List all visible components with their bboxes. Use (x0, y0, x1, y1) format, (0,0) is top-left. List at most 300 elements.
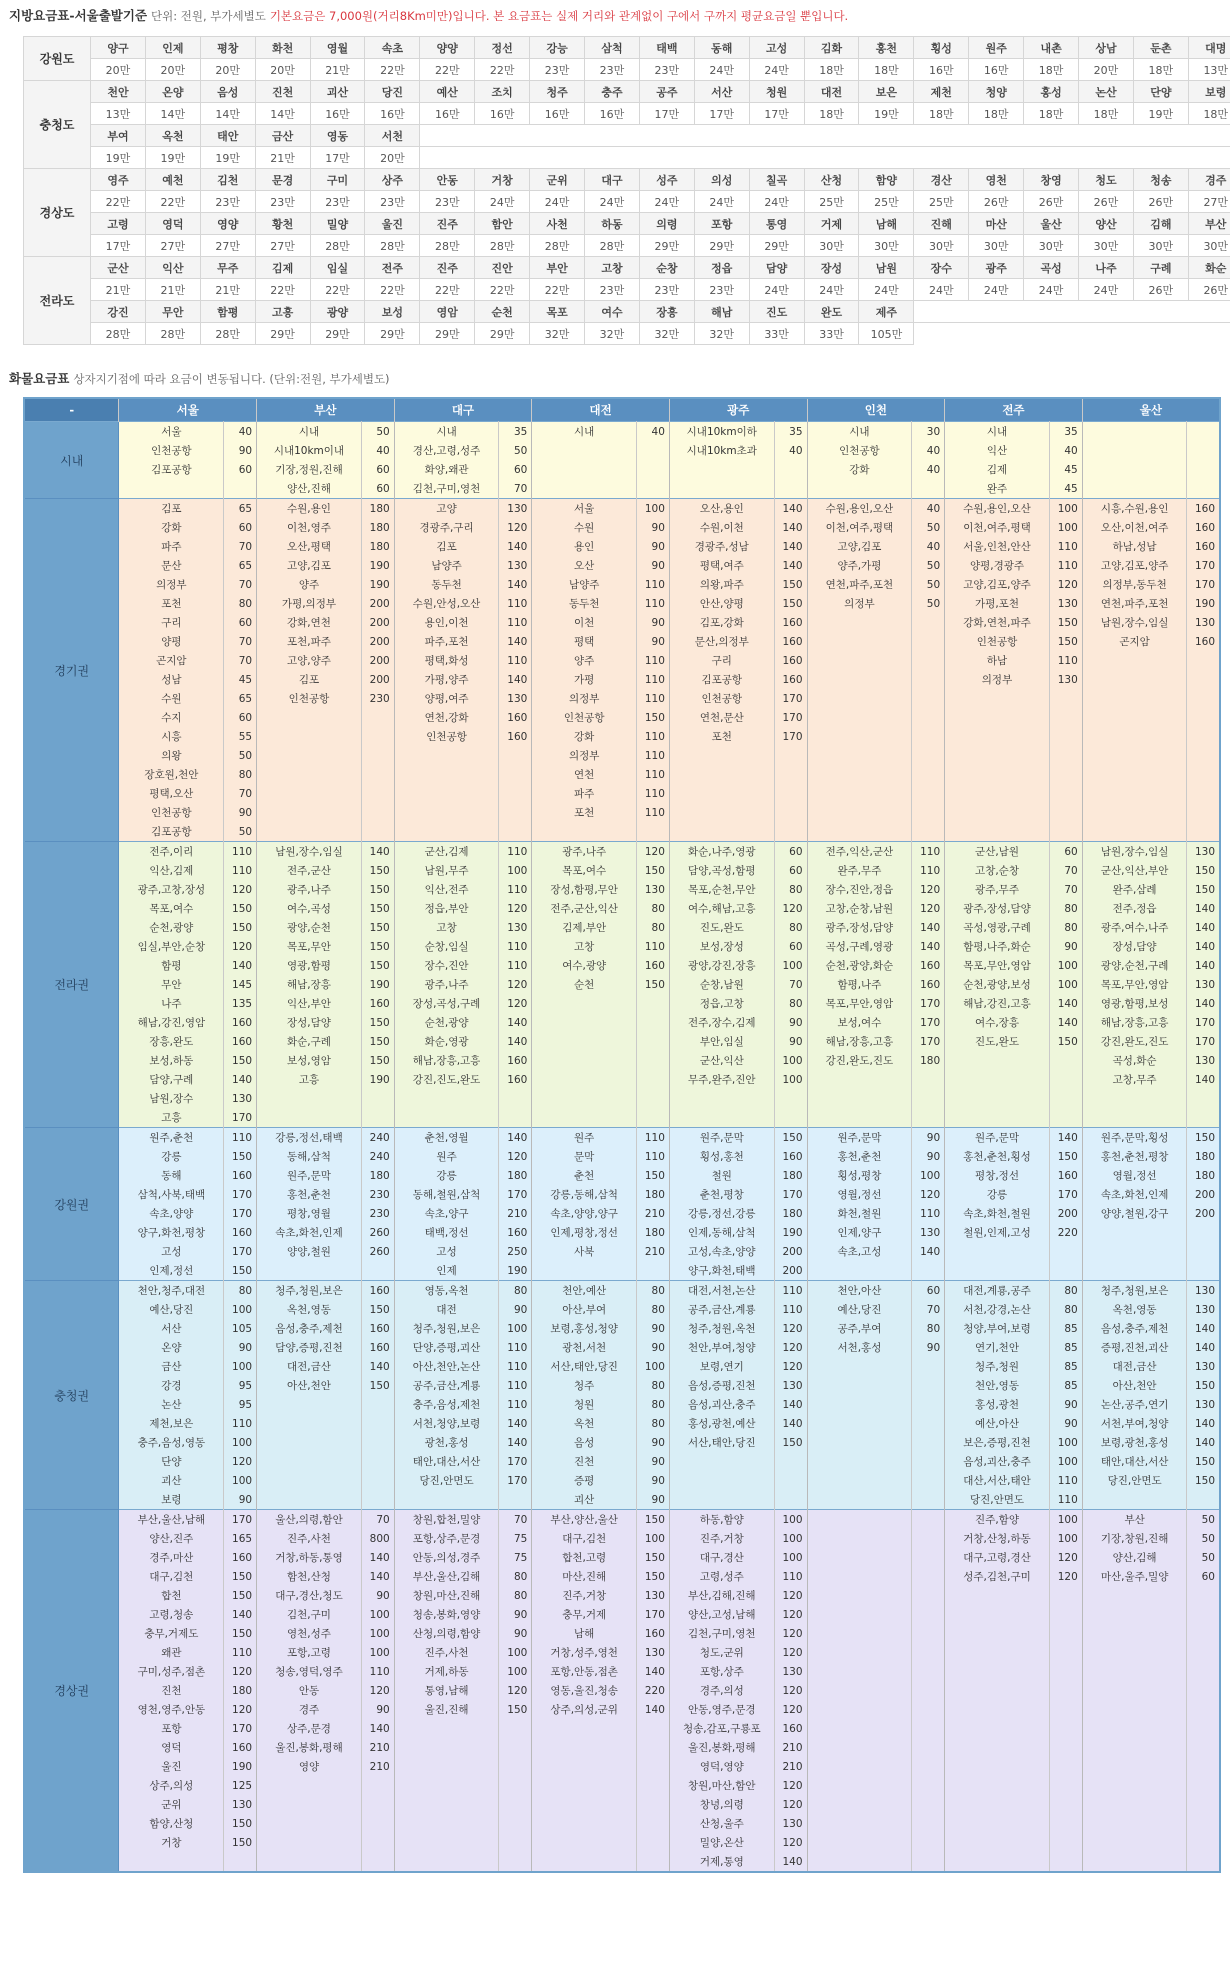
destination-name: 수원 (532, 518, 637, 537)
destination-fare: 32만 (694, 323, 749, 345)
empty-cell (1049, 803, 1082, 822)
freight-fare: 70 (912, 1300, 945, 1319)
destination-name: 칠곡 (749, 169, 804, 191)
freight-fare: 70 (499, 479, 532, 499)
freight-fare: 110 (499, 594, 532, 613)
freight-fare: 130 (1049, 670, 1082, 689)
freight-fare: 120 (912, 899, 945, 918)
destination-name: 고창 (394, 918, 499, 937)
freight-row (24, 1166, 1220, 1185)
destination-name: 거창,산청,하동 (945, 1529, 1050, 1548)
freight-row (24, 1662, 1220, 1681)
freight-fare: 170 (224, 1510, 257, 1530)
freight-fare: 170 (912, 1013, 945, 1032)
empty-cell (807, 1108, 912, 1128)
empty-cell (1082, 441, 1187, 460)
destination-name: 목포,무안 (257, 937, 362, 956)
freight-fare: 110 (499, 1357, 532, 1376)
destination-name: 청도 (1079, 169, 1134, 191)
freight-fare: 130 (1187, 1357, 1220, 1376)
destination-fare: 29만 (365, 323, 420, 345)
empty-cell (912, 1586, 945, 1605)
empty-cell (1187, 422, 1220, 442)
destination-name: 함평,나주,화순 (945, 937, 1050, 956)
destination-name: 강화,연천,파주 (945, 613, 1050, 632)
destination-name: 시내 (532, 422, 637, 442)
destination-name: 포천 (532, 803, 637, 822)
freight-fare: 120 (499, 1681, 532, 1700)
freight-fare: 110 (637, 727, 670, 746)
empty-cell (1187, 784, 1220, 803)
destination-name: 보성 (365, 301, 420, 323)
destination-name: 보령,광천,홍성 (1082, 1433, 1187, 1452)
freight-fare: 130 (774, 1376, 807, 1395)
destination-name: 순창,남원 (669, 975, 774, 994)
freight-row (24, 1643, 1220, 1662)
empty-cell (532, 1738, 637, 1757)
destination-name: 군산,김제 (394, 842, 499, 862)
freight-fare: 110 (637, 765, 670, 784)
destination-fare: 18만 (1133, 59, 1188, 81)
empty-cell (532, 1719, 637, 1738)
freight-fare: 150 (224, 918, 257, 937)
empty-cell (532, 1852, 637, 1872)
empty-cell (912, 1395, 945, 1414)
destination-name: 시내10km이내 (257, 441, 362, 460)
destination-name: 보령,홍성,청양 (532, 1319, 637, 1338)
freight-fare: 190 (361, 575, 394, 594)
zone-label: 경상권 (24, 1510, 119, 1873)
empty-cell (224, 479, 257, 499)
destination-name: 대구,경산,청도 (257, 1586, 362, 1605)
zone-label: 강원권 (24, 1128, 119, 1281)
destination-name: 고흥 (119, 1108, 224, 1128)
freight-fare: 80 (774, 918, 807, 937)
freight-fare: 50 (224, 822, 257, 842)
empty-cell (945, 1089, 1050, 1108)
freight-fare: 65 (224, 499, 257, 519)
freight-fare: 90 (637, 518, 670, 537)
freight-fare: 230 (361, 1204, 394, 1223)
freight-fare: 110 (637, 689, 670, 708)
empty-cell (774, 1490, 807, 1510)
freight-fare: 120 (774, 1624, 807, 1643)
destination-name: 청주 (530, 81, 585, 103)
destination-name: 파주,포천 (394, 632, 499, 651)
freight-fare: 80 (637, 1281, 670, 1301)
destination-name: 시내 (807, 422, 912, 442)
destination-name: 김천,구미,영천 (394, 479, 499, 499)
destination-name: 완주 (945, 479, 1050, 499)
freight-fare: 90 (637, 537, 670, 556)
destination-fare: 27만 (255, 235, 310, 257)
destination-name: 대전,서천,논산 (669, 1281, 774, 1301)
empty-cell (1049, 1852, 1082, 1872)
destination-name: 완주,삼례 (1082, 880, 1187, 899)
destination-name: 괴산 (310, 81, 365, 103)
empty-cell (1082, 1852, 1187, 1872)
freight-fare: 120 (774, 1795, 807, 1814)
region-label: 경상도 (24, 169, 91, 257)
freight-row (24, 1776, 1220, 1795)
empty-cell (807, 613, 912, 632)
destination-name: 합천 (119, 1586, 224, 1605)
empty-cell (807, 689, 912, 708)
empty-cell (532, 1089, 637, 1108)
freight-row (24, 1567, 1220, 1586)
destination-fare: 26만 (1133, 279, 1188, 301)
empty-cell (1049, 1051, 1082, 1070)
freight-fare: 110 (637, 1128, 670, 1148)
destination-name: 단양 (1133, 81, 1188, 103)
freight-fare: 160 (499, 1051, 532, 1070)
freight-fare: 150 (637, 1567, 670, 1586)
freight-row (24, 937, 1220, 956)
destination-fare: 23만 (200, 191, 255, 213)
freight-fare: 150 (224, 1814, 257, 1833)
destination-name: 가평,포천 (945, 594, 1050, 613)
freight-fare: 150 (637, 708, 670, 727)
destination-name: 남원,장수,임실 (257, 842, 362, 862)
empty-cell (1082, 784, 1187, 803)
destination-name: 연천,문산 (669, 708, 774, 727)
destination-name: 청양 (969, 81, 1024, 103)
destination-name: 목포,여수 (532, 861, 637, 880)
destination-name: 안동 (257, 1681, 362, 1700)
destination-fare: 27만 (200, 235, 255, 257)
destination-fare: 18만 (969, 103, 1024, 125)
destination-name: 서울,인천,안산 (945, 537, 1050, 556)
freight-fare: 90 (637, 1471, 670, 1490)
empty-cell (532, 1013, 637, 1032)
empty-cell (807, 708, 912, 727)
freight-fare: 150 (361, 861, 394, 880)
empty-cell (945, 1605, 1050, 1624)
destination-fare: 24만 (1079, 279, 1134, 301)
destination-name: 강릉 (119, 1147, 224, 1166)
freight-fare: 170 (224, 1108, 257, 1128)
empty-cell (532, 1833, 637, 1852)
empty-cell (1049, 708, 1082, 727)
destination-name: 양산,진해 (257, 479, 362, 499)
destination-name: 문산,의정부 (669, 632, 774, 651)
empty-cell (532, 1757, 637, 1776)
empty-cell (912, 1108, 945, 1128)
freight-fare: 40 (637, 422, 670, 442)
freight-row (24, 880, 1220, 899)
empty-cell (1187, 651, 1220, 670)
destination-fare: 18만 (1079, 103, 1134, 125)
destination-fare: 14만 (145, 103, 200, 125)
destination-name: 고흥 (255, 301, 310, 323)
freight-fare: 140 (912, 918, 945, 937)
destination-name: 익산,전주 (394, 880, 499, 899)
freight-fare: 140 (224, 1070, 257, 1089)
empty-cell (394, 1833, 499, 1852)
destination-name: 홍천 (859, 37, 914, 59)
destination-fare: 20만 (365, 147, 420, 169)
empty-cell (637, 1833, 670, 1852)
empty-cell (119, 1852, 224, 1872)
destination-name: 충무,거제 (532, 1605, 637, 1624)
empty-cell (807, 1414, 912, 1433)
empty-cell (912, 784, 945, 803)
freight-fare: 120 (361, 1681, 394, 1700)
empty-cell (669, 1471, 774, 1490)
destination-name: 사천 (530, 213, 585, 235)
empty-cell (1187, 1643, 1220, 1662)
destination-name: 속초,화천,인제 (257, 1223, 362, 1242)
freight-fare: 170 (774, 1185, 807, 1204)
freight-fare: 80 (637, 918, 670, 937)
freight-fare: 170 (1187, 1032, 1220, 1051)
freight-fare: 150 (637, 1510, 670, 1530)
empty-cell (912, 1433, 945, 1452)
freight-fare: 120 (1049, 575, 1082, 594)
freight-fare: 45 (224, 670, 257, 689)
destination-name: 음성,충주,제천 (257, 1319, 362, 1338)
destination-name: 하동 (585, 213, 640, 235)
empty-cell (669, 479, 774, 499)
freight-fare: 200 (361, 594, 394, 613)
freight-fare: 140 (1187, 1070, 1220, 1089)
freight-fare: 230 (361, 689, 394, 708)
destination-name: 수원,용인 (257, 499, 362, 519)
destination-name: 순창,임실 (394, 937, 499, 956)
empty-cell (945, 1776, 1050, 1795)
destination-name: 태백 (639, 37, 694, 59)
destination-fare: 24만 (639, 191, 694, 213)
empty-cell (1049, 1643, 1082, 1662)
freight-fare: 190 (361, 975, 394, 994)
empty-cell (1049, 1681, 1082, 1700)
corner-header: - (24, 398, 119, 422)
freight-fare: 110 (499, 880, 532, 899)
freight-fare: 150 (637, 1548, 670, 1567)
destination-name: 영동 (310, 125, 365, 147)
destination-name: 화순,영광 (394, 1032, 499, 1051)
empty-cell (1187, 441, 1220, 460)
empty-cell (807, 1567, 912, 1586)
empty-cell (945, 1070, 1050, 1089)
empty-cell (1082, 746, 1187, 765)
empty-cell (1049, 1776, 1082, 1795)
freight-row (24, 499, 1220, 519)
freight-fare: 100 (774, 956, 807, 975)
destination-fare: 23만 (420, 191, 475, 213)
freight-fare: 100 (1049, 1529, 1082, 1548)
freight-fare: 150 (774, 1128, 807, 1148)
freight-fare: 100 (1049, 1452, 1082, 1471)
region-price-row (24, 59, 1230, 81)
freight-row (24, 1204, 1220, 1223)
freight-row (24, 1281, 1220, 1301)
empty-cell (1049, 1070, 1082, 1089)
destination-fare: 23만 (255, 191, 310, 213)
destination-name: 거제,하동 (394, 1662, 499, 1681)
destination-name: 밀양 (310, 213, 365, 235)
freight-fare: 120 (224, 880, 257, 899)
destination-name: 연천,파주,포천 (1082, 594, 1187, 613)
destination-name: 양주 (257, 575, 362, 594)
empty-cell (1082, 1223, 1187, 1242)
destination-name: 무안 (119, 975, 224, 994)
freight-fare: 120 (774, 1605, 807, 1624)
destination-name: 양산,진주 (119, 1529, 224, 1548)
freight-fare: 150 (361, 1013, 394, 1032)
freight-fare: 150 (1049, 632, 1082, 651)
freight-fare: 70 (774, 975, 807, 994)
empty-cell (807, 670, 912, 689)
empty-cell (637, 1719, 670, 1738)
freight-fare: 60 (224, 460, 257, 479)
freight-fare: 140 (912, 937, 945, 956)
destination-name: 논산,공주,연기 (1082, 1395, 1187, 1414)
destination-name: 목포,무안,영암 (807, 994, 912, 1013)
freight-fare: 90 (912, 1147, 945, 1166)
freight-row (24, 1490, 1220, 1510)
freight-fare: 80 (499, 1281, 532, 1301)
destination-name: 안동,의성,경주 (394, 1548, 499, 1567)
freight-fare: 150 (224, 1051, 257, 1070)
freight-fare: 260 (361, 1242, 394, 1261)
destination-name: 구미,성주,점촌 (119, 1662, 224, 1681)
empty-cell (394, 1490, 499, 1510)
empty-cell (669, 1089, 774, 1108)
empty-cell (637, 1261, 670, 1281)
destination-fare: 16만 (969, 59, 1024, 81)
freight-fare: 60 (224, 613, 257, 632)
empty-cell (394, 1795, 499, 1814)
empty-cell (257, 1490, 362, 1510)
destination-name: 구리 (119, 613, 224, 632)
destination-name: 곤지암 (1082, 632, 1187, 651)
empty-cell (499, 1795, 532, 1814)
freight-fare: 180 (361, 537, 394, 556)
destination-name: 마산,울주,밀양 (1082, 1567, 1187, 1586)
destination-name: 정읍,고창 (669, 994, 774, 1013)
destination-name: 양산,김해 (1082, 1548, 1187, 1567)
empty-cell (945, 1108, 1050, 1128)
destination-name: 연천,파주,포천 (807, 575, 912, 594)
destination-name: 인제,정선 (119, 1261, 224, 1281)
destination-name: 부산 (1082, 1510, 1187, 1530)
empty-cell (1187, 1490, 1220, 1510)
destination-name: 청주,청원 (945, 1357, 1050, 1376)
freight-fare: 80 (912, 1319, 945, 1338)
empty-cell (361, 1852, 394, 1872)
empty-cell (807, 1719, 912, 1738)
destination-name: 고양,김포 (257, 556, 362, 575)
freight-fare: 50 (1187, 1510, 1220, 1530)
freight-fare: 110 (774, 1567, 807, 1586)
freight-fare: 210 (361, 1738, 394, 1757)
destination-name: 강능 (530, 37, 585, 59)
empty-cell (499, 1108, 532, 1128)
empty-cell (807, 1089, 912, 1108)
destination-fare: 20만 (1079, 59, 1134, 81)
freight-fare: 100 (499, 1643, 532, 1662)
empty-cell (257, 1414, 362, 1433)
freight-fare: 170 (774, 708, 807, 727)
destination-fare: 29만 (310, 323, 365, 345)
destination-name: 서천,부여,청양 (1082, 1414, 1187, 1433)
destination-name: 삼척 (585, 37, 640, 59)
destination-name: 경주,마산 (119, 1548, 224, 1567)
destination-name: 청원 (749, 81, 804, 103)
freight-row (24, 556, 1220, 575)
destination-name: 광주,무주 (945, 880, 1050, 899)
empty-cell (257, 803, 362, 822)
destination-name: 충주 (585, 81, 640, 103)
destination-name: 함양,산청 (119, 1814, 224, 1833)
destination-name: 청송,영덕,영주 (257, 1662, 362, 1681)
destination-name: 울진,봉화,평해 (669, 1738, 774, 1757)
empty-cell (774, 803, 807, 822)
freight-fare: 90 (224, 803, 257, 822)
freight-fare: 120 (1049, 1548, 1082, 1567)
destination-name: 광주,나주 (394, 975, 499, 994)
freight-row (24, 899, 1220, 918)
empty-cell (1187, 1605, 1220, 1624)
destination-name: 창원,마산,진해 (394, 1586, 499, 1605)
empty-cell (532, 822, 637, 842)
city-header: 전주 (945, 398, 1083, 422)
destination-name: 광주,고창,장성 (119, 880, 224, 899)
destination-fare: 16만 (365, 103, 420, 125)
empty-cell (1049, 1719, 1082, 1738)
empty-cell (912, 1414, 945, 1433)
freight-fare: 180 (1187, 1166, 1220, 1185)
empty-cell (499, 1852, 532, 1872)
destination-name: 양평,여주 (394, 689, 499, 708)
destination-name: 이천,여주,평택 (945, 518, 1050, 537)
destination-name: 고창 (532, 937, 637, 956)
destination-name: 해남,장흥,고흥 (807, 1032, 912, 1051)
destination-name: 예산,당진 (119, 1300, 224, 1319)
freight-row (24, 1261, 1220, 1281)
freight-fare: 110 (1049, 556, 1082, 575)
destination-fare: 28만 (365, 235, 420, 257)
empty-cell (361, 708, 394, 727)
destination-name: 장호원,천안 (119, 765, 224, 784)
destination-fare: 18만 (1188, 103, 1230, 125)
destination-name: 강화,연천 (257, 613, 362, 632)
empty-cell (394, 1108, 499, 1128)
freight-fare: 170 (774, 689, 807, 708)
destination-fare: 20만 (91, 59, 146, 81)
freight-fare: 60 (1187, 1567, 1220, 1586)
destination-name: 인천공항 (945, 632, 1050, 651)
empty-cell (914, 323, 1230, 345)
destination-name: 전주,이리 (119, 842, 224, 862)
freight-fare: 100 (774, 1070, 807, 1089)
destination-name: 영동,울진,청송 (532, 1681, 637, 1700)
empty-cell (945, 1261, 1050, 1281)
freight-fare: 100 (637, 1529, 670, 1548)
empty-cell (1187, 1681, 1220, 1700)
destination-name: 가평,의정부 (257, 594, 362, 613)
freight-fare: 240 (361, 1128, 394, 1148)
freight-fare: 60 (1049, 842, 1082, 862)
freight-fare: 120 (774, 1700, 807, 1719)
freight-fare: 140 (1187, 1319, 1220, 1338)
freight-row (24, 1223, 1220, 1242)
destination-name: 무안 (145, 301, 200, 323)
destination-name: 여수,장흥 (945, 1013, 1050, 1032)
destination-name: 김제 (945, 460, 1050, 479)
empty-cell (361, 1089, 394, 1108)
